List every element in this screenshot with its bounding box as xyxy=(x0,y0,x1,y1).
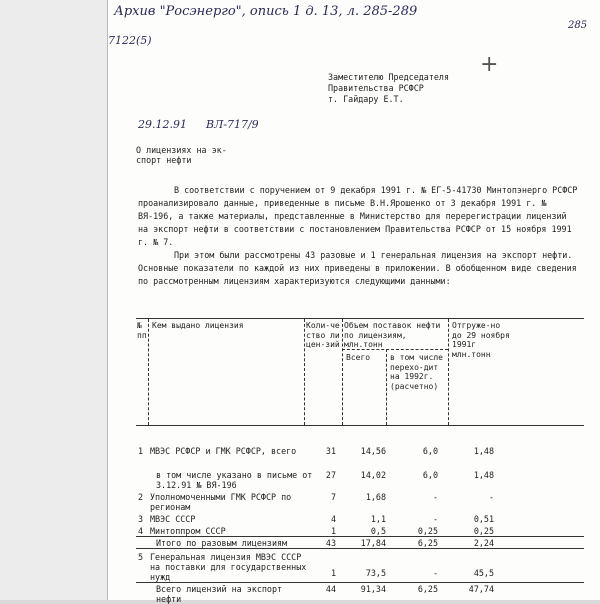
subject-line xyxy=(136,145,227,165)
subject-text: спорт нефти xyxy=(136,155,192,165)
table-row: 4 Минтоппром СССР 1 0,5 0,25 0,25 xyxy=(136,526,584,537)
header-volume-transfer: в том числе перехо-дит на 1992г. (расчетно) xyxy=(390,353,443,391)
addressee-line: т. Гайдару Е.Т. xyxy=(328,94,404,104)
header-volume: Объем поставок нефти по лицензиям, млн.тонн xyxy=(344,321,441,349)
table-header xyxy=(136,318,584,426)
table-row-total: Всего лицензий на экспорт нефти 44 91,34 6,25 47,74 xyxy=(136,582,584,584)
header-num: № пп xyxy=(137,321,147,340)
header-count: Коли-чество лицен-зий xyxy=(306,321,340,349)
body-text xyxy=(138,184,578,288)
registration-number: ВЛ-717/9 xyxy=(206,118,259,131)
header-volume-total: Всего xyxy=(346,353,371,362)
license-table: № пп Кем выдано лицензия Коли-чество лицен-зий Объем поставок нефти по лицензиям, млн.тонн Всего в том числе перехо-дит на 1992г. (расчетно) Отгруже-но до 29 ноября 1991г млн.тонн 1 МВЭС РСФСР и ГМК РСФСР, всего 31 14,56 6,0 1,48 в том числе указано в письме от 3.12.91 № ВЯ-196 27 14,02 6,0 1,48 2 Уполномоченными ГМК РСФСР по регионам 7 1,68 - - 3 МВЭС СССР 4 1,1 - 0,51 4 Минтоппром СССР 1 0,5 0,25 0,25 Итого по разовым лицензиям 43 17,84 6,25 2,24 5 Генеральная лицензия МВЭС СССР на поставки для государственных нужд 1 73,5 - 45,5 Всего лицензий на экспорт нефти 44 91,34 6,25 47,74 xyxy=(136,318,584,426)
addressee-line: Заместителю Председателя xyxy=(328,72,450,82)
header-issuer: Кем выдано лицензия xyxy=(152,321,244,330)
scan-margin xyxy=(0,0,108,600)
addressee-block xyxy=(328,72,449,105)
table-row-subtotal: Итого по разовым лицензиям 43 17,84 6,25 2,24 xyxy=(136,538,584,549)
paragraph: При этом были рассмотрены 43 разовые и 1 генеральная лицензия на экспорт нефти. Основные показатели по каждой из них приведены в приложении. В обобщенном виде сведения по рассмотренным лицензиям характеризуются следующими данными: xyxy=(138,250,577,286)
addressee-line: Правительства РСФСР xyxy=(328,83,424,93)
header-shipped: Отгруже-но до 29 ноября 1991г млн.тонн xyxy=(452,321,510,359)
archive-stamp: Архив "Росэнерго", опись 1 д. 13, л. 285-289 xyxy=(114,4,418,19)
folio-number: 285 xyxy=(568,20,588,31)
document-page xyxy=(108,0,600,604)
paragraph: В соответствии с поручением от 9 декабря 1991 г. № ЕГ-5-41730 Минтопэнерго РСФСР проанализировало данные, приведенные в письме В.Н.Ярошенко от 3 декабря 1991 г. № ВЯ-196, а также материалы, представленные в Министерство для перерегистрации лицензий на экспорт нефти в соответствии с постановлением Правительства РСФСР от 15 ноября 1991 г. № 7. xyxy=(138,185,578,247)
subject-text: О лицензиях на эк- xyxy=(136,145,227,155)
archive-code: 7122(5) xyxy=(108,34,152,47)
registration-date: 29.12.91 xyxy=(138,118,187,131)
pencil-mark-icon: + xyxy=(480,52,499,77)
